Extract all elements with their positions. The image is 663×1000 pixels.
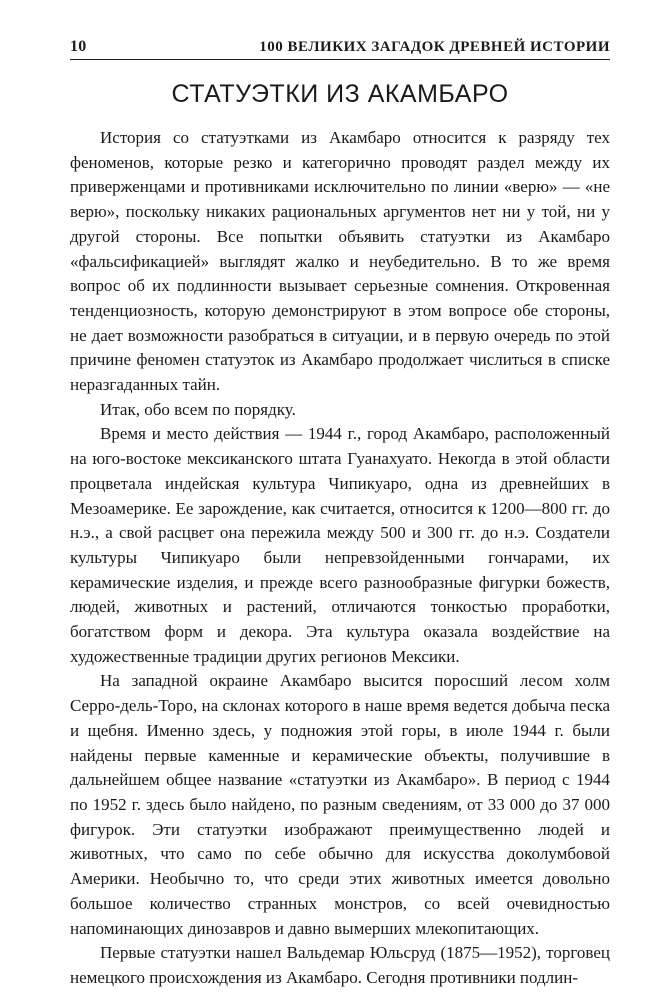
chapter-title: СТАТУЭТКИ ИЗ АКАМБАРО [171, 80, 509, 108]
paragraph: История со статуэтками из Акамбаро относится к разряду тех феноменов, которые резко и категорично проводят раздел между их приверженцами и противниками исключительно по линии «верю» — «не верю», поскольку никаких рациональных аргументов нет ни у той, ни у другой стороны. Все попытки объявить статуэтки из Акамбаро «фальсификацией» выглядят жалко и неубедительно. В то же время вопрос об их подлинности вызывает серьезные сомнения. Откровенная тенденциозность, которую демонстрируют в этом вопросе обе стороны, не дает возможности разобраться в ситуации, и в первую очередь по этой причине феномен статуэток из Акамбаро продолжает числиться в списке неразгаданных тайн. [70, 128, 610, 395]
running-header [70, 34, 610, 60]
paragraph: Первые статуэтки нашел Вальдемар Юльсруд (1875—1952), торговец немецкого происхождения из Акамбаро. Сегодня противники подлин- [70, 943, 610, 987]
running-title: 100 ВЕЛИКИХ ЗАГАДОК ДРЕВНЕЙ ИСТОРИИ [259, 39, 610, 55]
paragraph: Итак, обо всем по порядку. [100, 399, 296, 419]
page-number: 10 [70, 38, 87, 55]
paragraph: На западной окраине Акамбаро высится поросший лесом холм Серро-дель-Торо, на склонах которого в наше время ведется добыча песка и щебня. Именно здесь, у подножия этой горы, в июле 1944 г. были найдены первые каменные и керамические объекты, получившие в дальнейшем общее название «статуэтки из Акамбаро». В период с 1944 по 1952 г. здесь было найдено, по разным сведениям, от 33 000 до 37 000 фигурок. Эти статуэтки изображают преимущественно людей и животных, что само по себе обычно для искусства доколумбовой Америки. Необычно то, что среди этих животных имеется довольно большое количество странных монстров, со всей очевидностью напоминающих динозавров и давно вымерших млекопитающих. [70, 671, 610, 938]
body-text [70, 126, 610, 991]
paragraph: Время и место действия — 1944 г., город Акамбаро, расположенный на юго-востоке мексиканского штата Гуанахуато. Некогда в этой области процветала индейская культура Чипикуаро, одна из древнейших в Мезоамерике. Ее зарождение, как считается, относится к 1200—800 гг. до н.э., а свой расцвет она пережила между 500 и 300 гг. до н.э. Создатели культуры Чипикуаро были непревзойденными гончарами, их керамические изделия, и прежде всего разнообразные фигурки божеств, людей, животных и растений, отличаются тонкостью проработки, богатством форм и декора. Эта культура оказала воздействие на художественные традиции других регионов Мексики. [70, 424, 610, 666]
